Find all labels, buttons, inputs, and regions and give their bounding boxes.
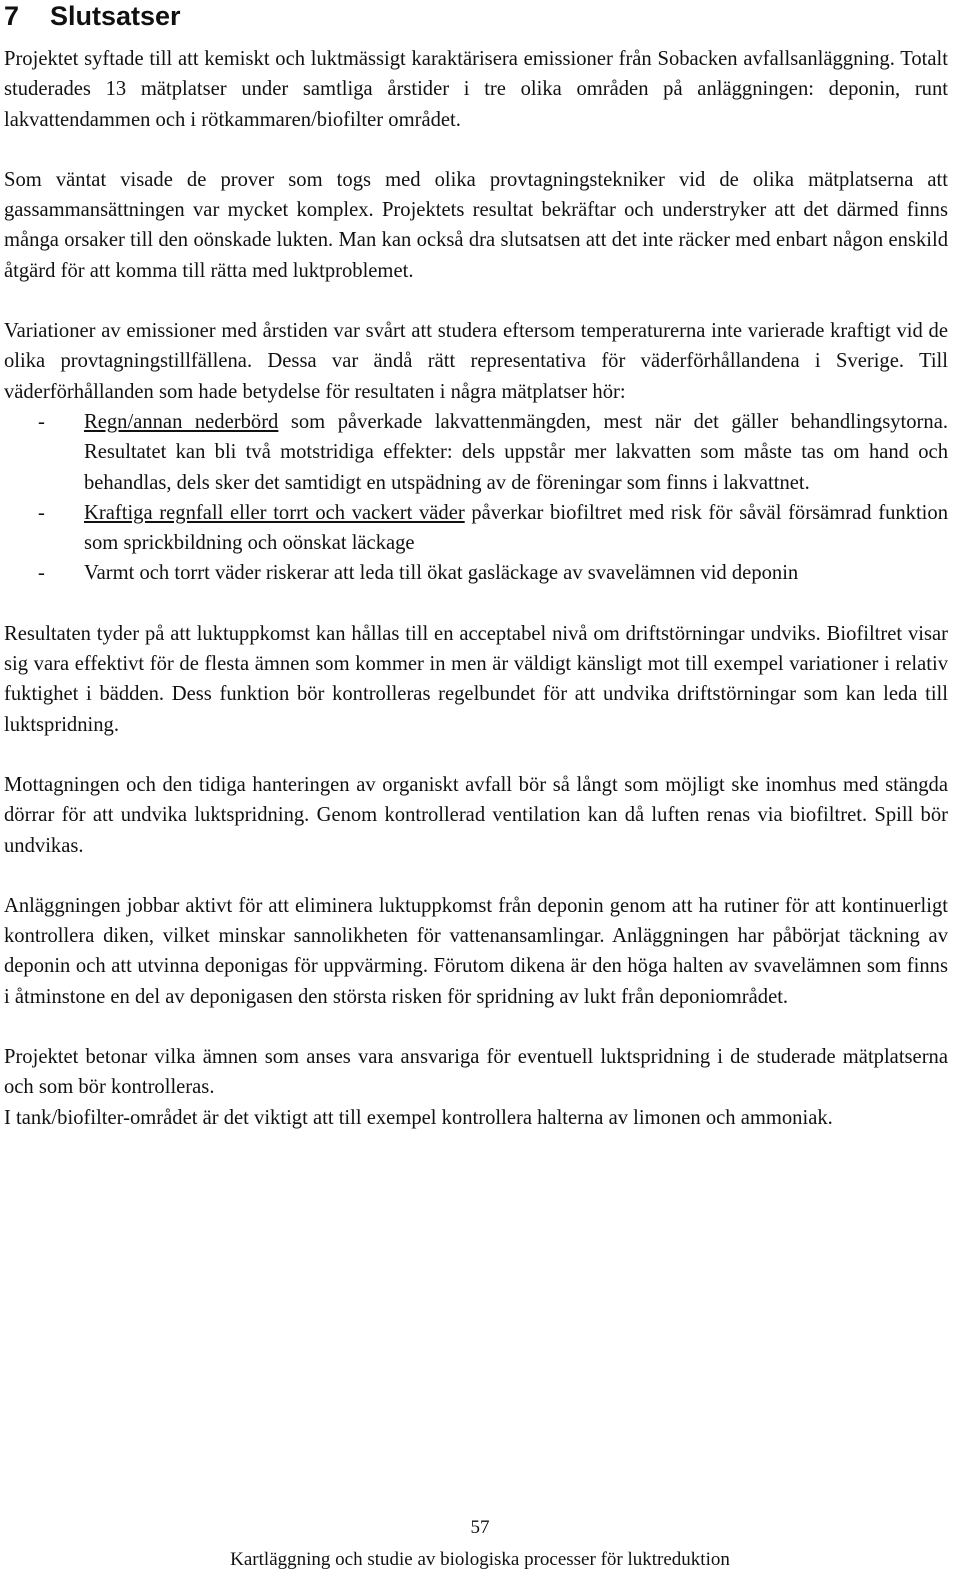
- running-footer-title: Kartläggning och studie av biologiska processer för luktreduktion: [230, 1549, 730, 1570]
- paragraph-gas-composition: Som väntat visade de prover som togs med olika provtagningstekniker vid de olika mätplatserna att gassammansättningen var mycket komplex. Projektets resultat bekräftar och understryker att det därmed finns många orsaker till den oönskade lukten. Man kan också dra slutsatsen att det inte räcker med enbart någon enskild åtgärd för att komma till rätta med luktproblemet.: [4, 168, 948, 282]
- dash-bullet: -: [38, 501, 45, 524]
- list-item: [4, 558, 948, 588]
- list-item-text: som påverkade lakvattenmängden, mest när det gäller behandlingsytorna. Resultatet kan bli två motstridiga effekter: dels uppstår mer lakvatten som måste tas om hand och behandlas, dels sker det samtidigt en utspädning av de föreningar som finns i lakvattnet.: [84, 410, 948, 494]
- section-number: 7: [4, 1, 20, 31]
- dash-bullet: -: [38, 410, 45, 433]
- weather-factors-list: [4, 407, 948, 589]
- list-item-underlined: Regn/annan nederbörd: [84, 410, 279, 433]
- section-title: Slutsatser: [50, 1, 181, 31]
- list-item-underlined: Kraftiga regnfall eller torrt och vackert väder: [84, 501, 465, 524]
- list-item-text: påverkar biofiltret med risk för såväl försämrad funktion som sprickbildning och oönskat läckage: [84, 501, 948, 555]
- paragraph-reception-handling: Mottagningen och den tidiga hanteringen av organiskt avfall bör så långt som möjligt ske inomhus med stängda dörrar för att undvika luktspridning. Genom kontrollerad ventilation kan då luften renas via biofiltret. Spill bör undvikas.: [4, 773, 948, 857]
- paragraph-odour-control: Resultaten tyder på att luktuppkomst kan hållas till en acceptabel nivå om driftstörningar undviks. Biofiltret visar sig vara effektivt för de flesta ämnen som kommer in men är väldigt känsligt mot till exempel variationer i relativ fuktighet i bädden. Dess funktion bör kontrolleras regelbundet för att undvika driftstörningar som kan leda till luktspridning.: [4, 622, 948, 736]
- dash-bullet: -: [38, 562, 45, 585]
- paragraph-tank-biofilter: I tank/biofilter-området är det viktigt att till exempel kontrollera halterna av limonen och ammoniak.: [4, 1106, 833, 1129]
- paragraph-seasonal-variation: Variationer av emissioner med årstiden var svårt att studera eftersom temperaturerna inte varierade kraftigt vid de olika provtagningstillfällena. Dessa var ändå rätt representativa för väderförhållandena i Sverige. Till väderförhållanden som hade betydelse för resultaten i några mätplatser hör:: [4, 320, 948, 403]
- list-item: [4, 407, 948, 498]
- list-item-text: Varmt och torrt väder riskerar att leda till ökat gasläckage av svavelämnen vid deponin: [84, 562, 799, 585]
- list-item: [4, 498, 948, 559]
- document-page: [4, 0, 948, 1133]
- paragraph-project-aim: Projektet syftade till att kemiskt och luktmässigt karaktärisera emissioner från Sobacken avfallsanläggning. Totalt studerades 13 mätplatser under samtliga årstider i tre olika områden på anläggningen: deponin, runt lakvattendammen och i rötkammaren/biofilter området.: [4, 48, 948, 131]
- section-heading: [4, 0, 948, 32]
- paragraph-landfill-routines: Anläggningen jobbar aktivt för att eliminera luktuppkomst från deponin genom att ha rutiner för att kontinuerligt kontrollera diken, vilket minskar sannolikheten för vattenansamlingar. Anläggningen har påbörjat täckning av deponin och att utvinna deponigas för uppvärming. Förutom dikena är den höga halten av svavelämnen som finns i åtminstone en del av deponigasen den största risken för spridning av lukt från deponiområdet.: [4, 894, 948, 1008]
- page-number: 57: [470, 1517, 490, 1538]
- paragraph-responsible-substances: Projektet betonar vilka ämnen som anses vara ansvariga för eventuell luktspridning i de studerade mätplatserna och som bör kontrolleras.: [4, 1046, 948, 1099]
